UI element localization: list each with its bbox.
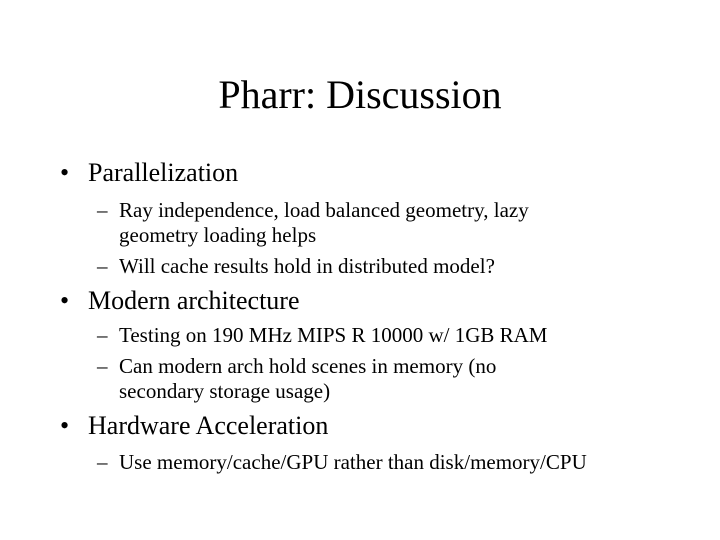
bullet-text: Parallelization <box>88 158 239 187</box>
dash-icon: – <box>97 198 108 222</box>
bullet-dot-icon: • <box>60 286 70 315</box>
dash-icon: – <box>97 354 108 378</box>
bullet-dot-icon: • <box>60 158 70 187</box>
sub-bullet-text: Ray independence, load balanced geometry, lazy geometry loading helps <box>119 198 529 247</box>
sub-bullet-text: Use memory/cache/GPU rather than disk/memory/CPU <box>119 450 587 474</box>
slide-title: Pharr: Discussion <box>218 72 502 117</box>
dash-icon: – <box>97 323 108 347</box>
sub-bullet-text: Will cache results hold in distributed model? <box>119 254 495 278</box>
dash-icon: – <box>97 254 108 278</box>
bullet-text: Modern architecture <box>88 286 300 315</box>
dash-icon: – <box>97 450 108 474</box>
bullet-dot-icon: • <box>60 411 70 440</box>
sub-bullet-text: Can modern arch hold scenes in memory (no secondary storage usage) <box>119 354 497 403</box>
sub-bullet-text: Testing on 190 MHz MIPS R 10000 w/ 1GB RAM <box>119 323 548 347</box>
bullet-text: Hardware Acceleration <box>88 411 329 440</box>
